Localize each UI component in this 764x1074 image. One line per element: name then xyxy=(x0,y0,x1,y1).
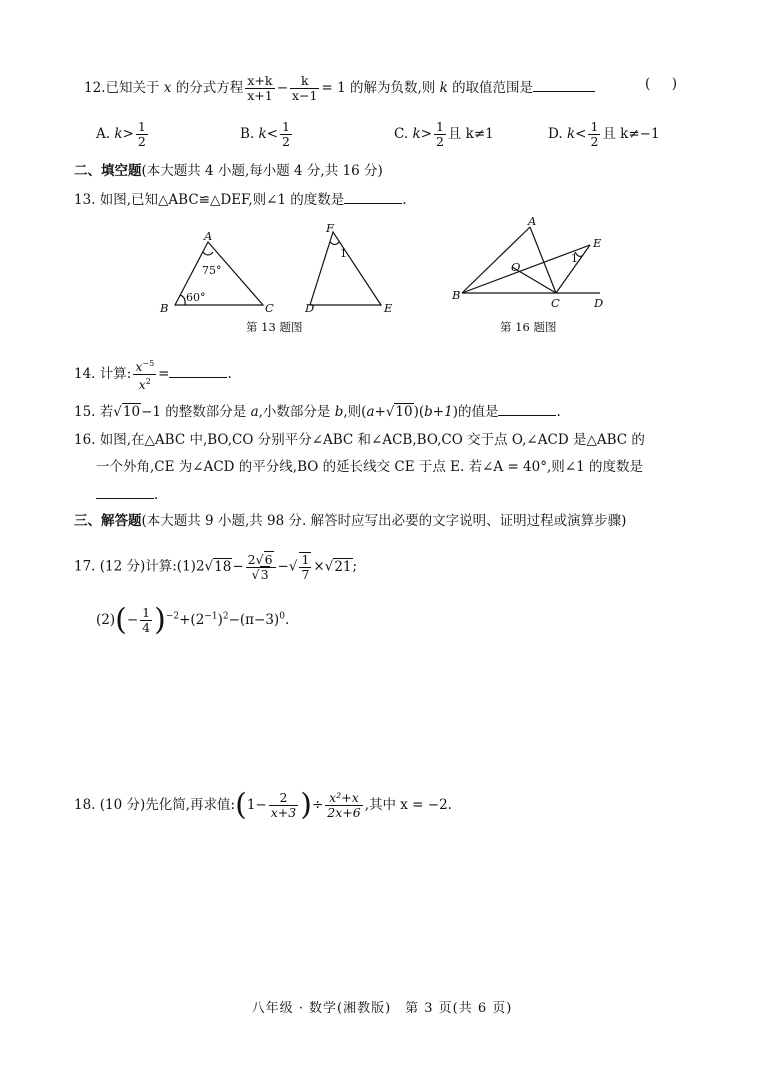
figure-16 xyxy=(450,215,620,315)
question-14: 14. 计算: $\frac{x^{-5}}{x^2}$ = . xyxy=(74,359,232,393)
answer-blank xyxy=(533,77,595,92)
section-3-heading: 三、解答题(本大题共 9 小题,共 98 分. 解答时应写出必要的文字说明、证明过程或演算步骤) xyxy=(74,513,627,529)
label-75: 75° xyxy=(202,264,222,277)
fraction-2: $\frac{k}{x-1}$ xyxy=(292,73,318,103)
answer-blank xyxy=(169,363,227,378)
angle-75-arc xyxy=(203,252,213,255)
question-17-part-1: 17. (12 分)计算:(1)2√18− $\frac{2√6}{√3}$ −√ $\frac{1}{7}$ ×√21; xyxy=(74,551,358,582)
label-f: F xyxy=(326,221,334,235)
figure-16-caption: 第 16 题图 xyxy=(500,320,557,334)
answer-blank xyxy=(344,189,402,204)
question-12-stem: 12.已知关于 x 的分式方程 $\frac{x+k}{x+1}$ − $\frac{k}{x-1}$ = 1 的解为负数,则 k 的取值范围是 xyxy=(84,74,595,103)
question-16-line-2: 一个外角,CE 为∠ACD 的平分线,BO 的延长线交 CE 于点 E. 若∠A = 40°,则∠1 的度数是 xyxy=(96,459,643,475)
option-d: D. k< $\frac{1}{2}$ 且 k≠−1 xyxy=(548,119,660,149)
label-o: O xyxy=(511,260,521,274)
label-e: E xyxy=(384,301,393,315)
answer-blank xyxy=(498,401,556,416)
answer-blank xyxy=(96,484,154,499)
question-17-part-2: (2)(− $\frac{1}{4}$ )$^{-2}+(2^{-1})^2-(\pi-3)^0$. xyxy=(96,602,290,638)
section-2-heading: 二、填空题(本大题共 4 小题,每小题 4 分,共 16 分) xyxy=(74,163,383,179)
fraction: $\frac{x^{-5}}{x^2}$ xyxy=(135,359,155,393)
question-16-line-1: 16. 如图,在△ABC 中,BO,CO 分别平分∠ABC 和∠ACB,BO,CO 交于点 O,∠ACD 是△ABC 的 xyxy=(74,432,645,448)
fraction-1: $\frac{x+k}{x+1}$ xyxy=(247,73,273,103)
question-15: 15. 若√10−1 的整数部分是 a,小数部分是 b,则(a+√10)(b+1)的值是 . xyxy=(74,401,561,422)
page-footer: 八年级 · 数学(湘教版) 第 3 页(共 6 页) xyxy=(251,1001,513,1016)
label-c: C xyxy=(551,296,560,310)
question-18: 18. (10 分)先化简,再求值:(1− $\frac{2}{x+3}$ )÷ $\frac{\text{x²+x}}{2x+6}$ ,其中 x = −2. xyxy=(74,787,452,823)
figure-13 xyxy=(150,220,400,320)
question-number: 12. xyxy=(84,80,106,96)
label-d: D xyxy=(305,301,315,315)
label-c: C xyxy=(265,301,274,315)
option-b: B. k< $\frac{1}{2}$ xyxy=(240,119,290,149)
label-b: B xyxy=(160,301,169,315)
option-c: C. k> $\frac{1}{2}$ 且 k≠1 xyxy=(394,119,494,149)
label-d: D xyxy=(594,296,604,310)
label-b: B xyxy=(452,288,461,302)
question-16-line-3: . xyxy=(96,484,158,505)
label-e: E xyxy=(593,236,602,250)
answer-bracket: ( ) xyxy=(645,76,677,92)
angle-60-arc xyxy=(180,295,185,305)
option-a: A. k> $\frac{1}{2}$ xyxy=(96,119,146,149)
label-1: 1 xyxy=(340,247,347,260)
label-60: 60° xyxy=(186,291,206,304)
question-13: 13. 如图,已知△ABC≌△DEF,则∠1 的度数是 . xyxy=(74,189,407,210)
figure-13-caption: 第 13 题图 xyxy=(246,320,303,334)
label-a: A xyxy=(528,215,537,228)
label-1: 1 xyxy=(571,252,578,265)
triangle-def xyxy=(310,232,381,305)
label-a: A xyxy=(204,229,213,243)
angle-1-arc xyxy=(330,242,339,245)
